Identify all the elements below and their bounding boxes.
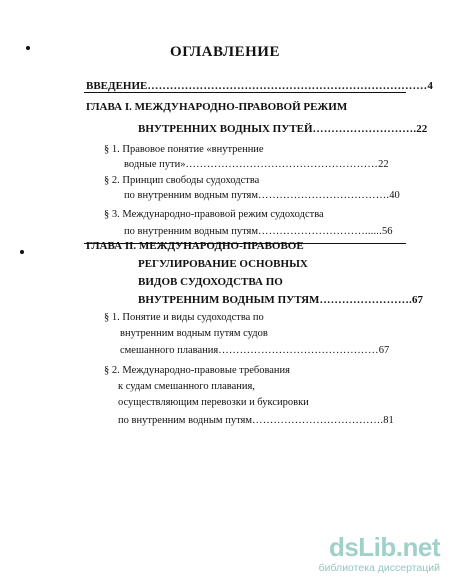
toc-page: 4 [427,80,433,92]
toc-entry-chapter-2-cont-1 [138,258,308,271]
toc-entry-intro [86,80,433,93]
toc-text: § 2. Международно-правовые требования [104,365,290,376]
scan-mark [26,46,30,50]
toc-page: 56 [381,226,393,237]
watermark-subtitle: библиотека диссертаций [318,562,440,574]
page-title: ОГЛАВЛЕНИЕ [170,44,280,60]
toc-entry-chapter-1 [86,101,347,114]
toc-text: ВИДОВ СУДОХОДСТВА ПО [138,276,283,288]
toc-leader: ……………………. [319,294,412,306]
toc-text: по внутренним водным путям [124,190,258,201]
toc-entry-section-2-1-cont-1 [120,327,268,340]
scan-mark [20,250,24,254]
toc-text: внутренним водным путям судов [120,328,268,339]
toc-entry-section-2-1 [104,311,264,324]
toc-text: по внутренним водным путям [124,226,258,237]
toc-leader: ………………………………. [258,190,390,201]
toc-entry-chapter-2 [86,240,304,253]
toc-text: к судам смешанного плавания, [118,381,255,392]
watermark [318,532,448,578]
toc-entry-section-1-2 [104,174,259,187]
toc-entry-section-1-1-cont [124,158,389,171]
toc-text: § 2. Принцип свободы судоходства [104,175,260,186]
toc-text: ВНУТРЕННИХ ВОДНЫХ ПУТЕЙ [138,123,313,135]
toc-page: 40 [389,190,400,201]
toc-entry-section-2-2 [104,364,290,377]
toc-text: § 3. Международно-правовой режим судоходства [104,209,324,220]
toc-text: осуществляющим перевозки и буксировки [118,397,309,408]
toc-page: 22 [416,123,428,135]
toc-page: 67 [412,294,423,306]
toc-page: 22 [378,159,389,170]
watermark-logo: dsLib.net [328,532,440,562]
toc-entry-chapter-2-cont-3 [138,294,423,307]
toc-entry-section-1-3-cont [124,225,392,238]
toc-text: ГЛАВА I. МЕЖДУНАРОДНО-ПРАВОВОЙ РЕЖИМ [86,101,348,113]
toc-text: смешанного плавания [120,345,219,356]
toc-leader: ………………………………. [252,415,384,426]
toc-entry-section-1-3 [104,208,324,221]
toc-text: ГЛАВА II. МЕЖДУНАРОДНО-ПРАВОВОЕ [86,240,304,252]
toc-text: ВВЕДЕНИЕ [86,80,148,92]
toc-leader: ……………………………………………… [185,159,379,170]
toc-entry-chapter-1-cont [138,123,427,136]
toc-entry-chapter-2-cont-2 [138,276,283,289]
toc-entry-section-1-1 [104,143,264,156]
toc-page: 81 [383,415,394,426]
toc-entry-section-2-1-cont-2 [120,344,389,357]
toc-text: по внутренним водным путям [118,415,252,426]
toc-entry-section-2-2-cont-1 [118,380,255,393]
toc-leader: ……………………………………… [218,345,379,356]
toc-leader: ………………………. [312,123,417,135]
toc-leader: …………………………...... [258,226,382,237]
toc-text: § 1. Правовое понятие «внутренние [104,144,264,155]
toc-text: § 1. Понятие и виды судоходства по [104,312,264,323]
toc-entry-section-2-2-cont-2 [118,396,309,409]
toc-entry-section-2-2-cont-3 [118,414,394,427]
toc-text: РЕГУЛИРОВАНИЕ ОСНОВНЫХ [138,258,308,270]
toc-leader: ………………………………………………………………… [147,80,428,92]
toc-page: 67 [378,345,390,356]
toc-text: ВНУТРЕННИМ ВОДНЫМ ПУТЯМ [138,294,320,306]
toc-entry-section-1-2-cont [124,189,400,202]
toc-text: водные пути» [124,159,186,170]
